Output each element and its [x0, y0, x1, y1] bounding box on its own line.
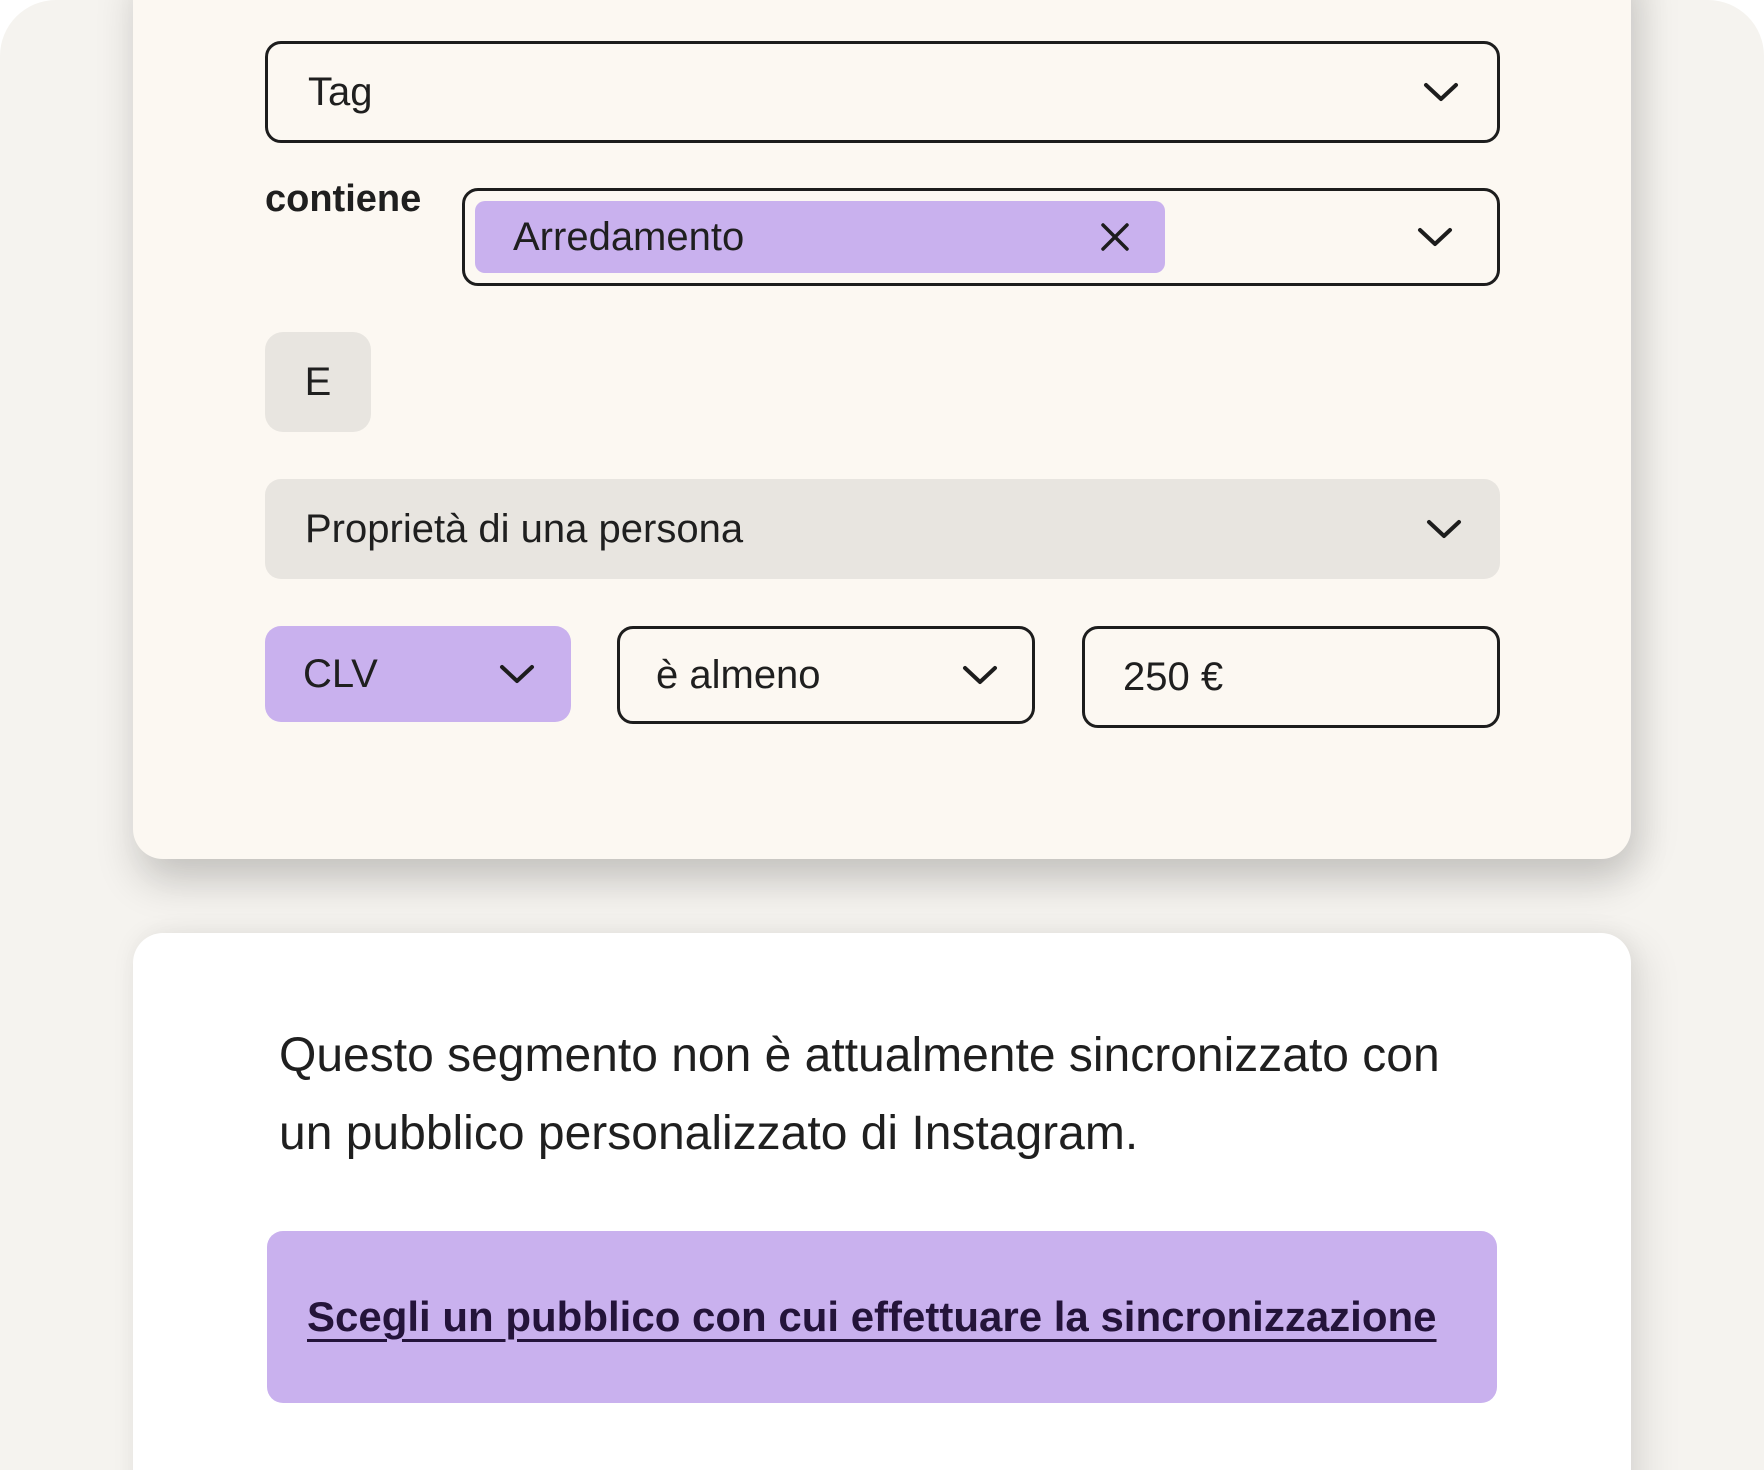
- chevron-down-icon: [1426, 518, 1462, 540]
- field-select[interactable]: [265, 41, 1500, 143]
- condition-label: contiene: [265, 177, 422, 220]
- amount-value: 250 €: [1123, 654, 1224, 699]
- chevron-down-icon: [1417, 226, 1453, 248]
- property-type-value: Proprietà di una persona: [305, 506, 744, 551]
- property-field-value: CLV: [303, 651, 378, 696]
- amount-input[interactable]: [1082, 626, 1500, 728]
- property-type-select[interactable]: [265, 479, 1500, 579]
- instagram-sync-card: [133, 933, 1631, 1470]
- property-field-select[interactable]: [265, 626, 571, 722]
- choose-audience-link[interactable]: Scegli un pubblico con cui effettuare la sincronizzazione: [307, 1293, 1437, 1340]
- segment-filter-card: [133, 0, 1631, 859]
- choose-audience-button[interactable]: [267, 1231, 1497, 1403]
- operator-value: è almeno: [656, 652, 821, 697]
- selected-tag-chip: [475, 201, 1165, 273]
- chevron-down-icon: [1423, 81, 1459, 103]
- field-select-value: Tag: [308, 69, 373, 114]
- chevron-down-icon: [962, 664, 998, 686]
- chip-label: Arredamento: [513, 214, 745, 259]
- and-operator-button[interactable]: E: [265, 332, 371, 432]
- tag-multi-select[interactable]: [462, 188, 1500, 286]
- operator-select[interactable]: [617, 626, 1035, 724]
- close-icon[interactable]: [1099, 221, 1131, 253]
- chevron-down-icon: [499, 663, 535, 685]
- sync-status-message: Questo segmento non è attualmente sincronizzato con un pubblico personalizzato di Instagram.: [279, 1029, 1440, 1160]
